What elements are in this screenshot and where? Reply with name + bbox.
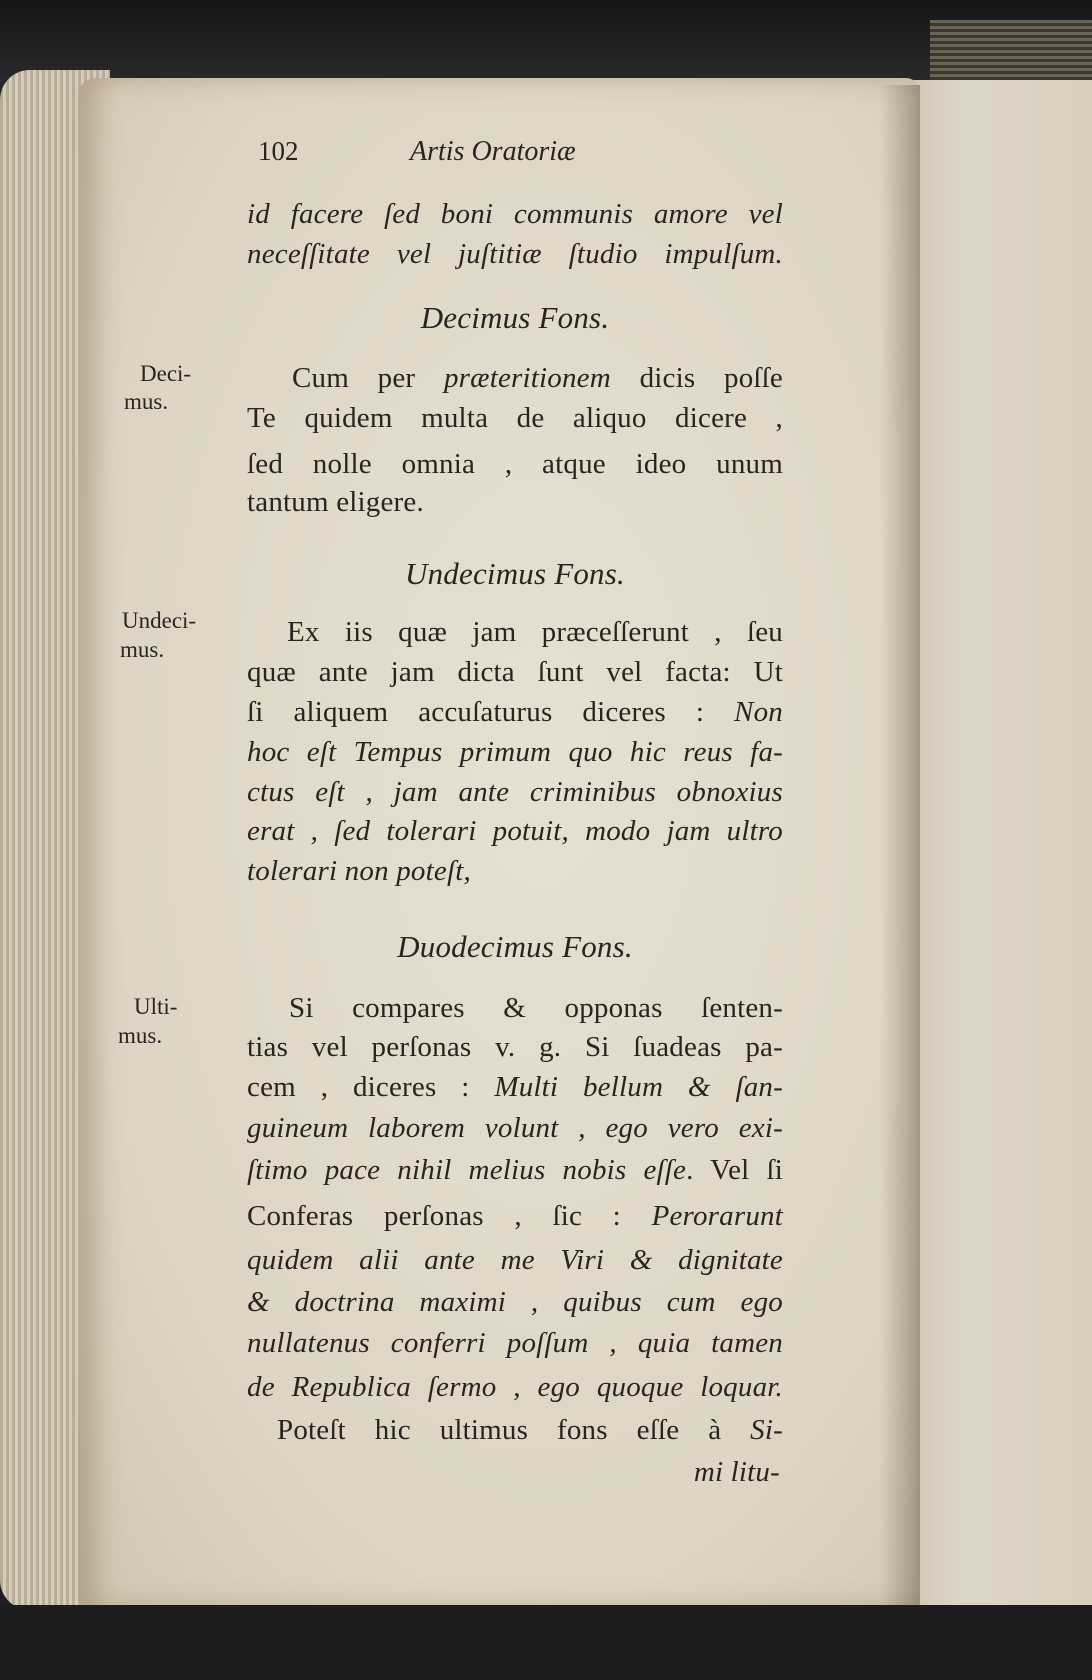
text-line [247, 196, 783, 232]
text-line [247, 1110, 783, 1146]
text-line [292, 360, 783, 396]
background-bottom [0, 1605, 1092, 1680]
margin-note: mus. [124, 389, 169, 414]
italic-text: & doctrina maximi , quibus cum ego [247, 1286, 783, 1318]
text-segment: dicis poſſe [610, 362, 783, 394]
text-segment: Duodecimus Fons. [397, 929, 633, 964]
text-segment: Poteſt hic ultimus fons eſſe à [277, 1414, 751, 1446]
italic-text: nullatenus conferri poſſum , quia tamen [247, 1327, 783, 1359]
running-title: Artis Oratoriæ [410, 136, 576, 167]
text-line [660, 1454, 780, 1490]
margin-note: mus. [118, 1023, 163, 1048]
text-line [247, 1152, 783, 1188]
text-segment: Ex iis quæ jam præceſſerunt , ſeu [287, 616, 783, 648]
text-line [247, 654, 783, 690]
text-line [247, 1069, 783, 1105]
text-segment: cem , diceres : [247, 1071, 495, 1103]
text-line [247, 813, 783, 849]
text-line [247, 236, 783, 272]
italic-text: mi litu- [693, 1456, 780, 1488]
text-line [247, 734, 783, 770]
italic-text: Multi bellum & ſan- [494, 1071, 783, 1103]
italic-text: de Republica ſermo , ego quoque loquar. [247, 1371, 783, 1403]
background-top [0, 0, 1092, 90]
text-line [247, 1242, 783, 1278]
text-segment: ſi aliquem accuſaturus diceres : [247, 696, 735, 728]
text-segment: Decimus Fons. [420, 300, 610, 335]
text-segment: Undecimus Fons. [405, 556, 625, 591]
italic-text: guineum laborem volunt , ego vero exi- [247, 1112, 783, 1144]
margin-note: Undeci- [122, 608, 197, 633]
text-line [247, 1369, 783, 1405]
text-line [287, 614, 783, 650]
italic-text: ſtimo pace nihil melius nobis eſſe [247, 1154, 687, 1186]
text-line [247, 484, 783, 520]
italic-text: quidem alii ante me Viri & dignitate [247, 1244, 783, 1276]
text-line [247, 1198, 783, 1234]
text-segment: tantum eligere. [247, 486, 424, 518]
margin-note: Ulti- [134, 994, 178, 1019]
text-segment: ſed nolle omnia , atque ideo unum [247, 448, 783, 480]
text-segment: Te quidem multa de aliquo dicere , [247, 402, 783, 434]
text-line [247, 1325, 783, 1361]
text-line [247, 400, 783, 436]
italic-text: erat , ſed tolerari potuit, modo jam ultro [247, 815, 783, 847]
page-gutter-shadow [880, 85, 920, 1605]
section-heading [247, 300, 783, 336]
italic-text: Perorarunt [651, 1200, 783, 1232]
italic-text: tolerari non poteſt, [247, 855, 471, 887]
italic-text: ctus eſt , jam ante criminibus obnoxius [247, 776, 783, 808]
margin-note: Deci- [140, 361, 192, 386]
text-segment: Cum per [292, 362, 444, 394]
text-segment: . Vel ſi [686, 1154, 783, 1186]
facing-page [905, 80, 1092, 1605]
text-line [289, 990, 783, 1026]
italic-text: id facere ſed boni communis amore vel [247, 198, 783, 230]
italic-text: hoc eſt Tempus primum quo hic reus fa- [247, 736, 783, 768]
text-line [247, 446, 783, 482]
text-line [277, 1412, 783, 1448]
margin-note: mus. [120, 637, 165, 662]
page-number: 102 [258, 136, 299, 166]
section-heading [247, 929, 783, 965]
section-heading [247, 556, 783, 592]
text-segment: Conferas perſonas , ſic : [247, 1200, 652, 1232]
italic-text: præteritionem [443, 362, 611, 394]
text-segment: Si compares & opponas ſenten- [289, 992, 783, 1024]
text-line [247, 1029, 783, 1065]
text-line [247, 853, 783, 889]
italic-text: Si- [750, 1414, 783, 1446]
text-line [247, 774, 783, 810]
italic-text: neceſſitate vel juſtitiæ ſtudio impulſum. [247, 238, 783, 270]
text-line [247, 694, 783, 730]
italic-text: Non [734, 696, 783, 728]
text-segment: tias vel perſonas v. g. Si ſuadeas pa- [247, 1031, 783, 1063]
text-segment: quæ ante jam dicta ſunt vel facta: Ut [247, 656, 783, 688]
text-line [247, 1284, 783, 1320]
